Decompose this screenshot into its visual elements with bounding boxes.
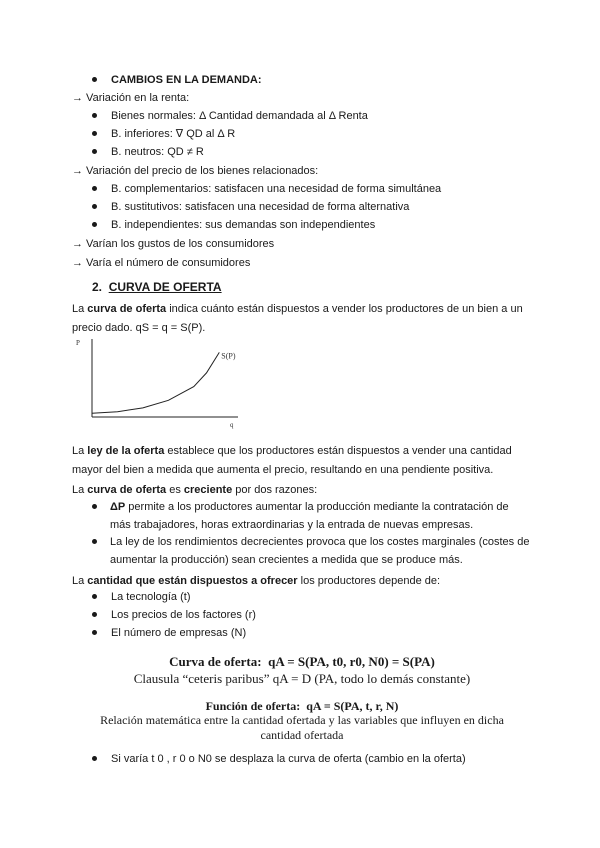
bullet-dot [92, 77, 97, 82]
cantidad-paragraph: La cantidad que están dispuestos a ofrecer los productores depende de: [72, 575, 441, 587]
numero-line: → Varía el número de consumidores [72, 257, 251, 269]
ley-oferta-paragraph: La ley de la oferta establece que los productores están dispuestos a vender una cantidad mayor del bien a medida que aumenta el precio, resultando en una pendiente positiva. [72, 445, 512, 476]
formula-curva-oferta: Curva de oferta: qA = S(PA, t0, r0, N0) = S(PA) [169, 654, 435, 669]
x-axis-label: q [230, 421, 234, 429]
precio-label: → Variación del precio de los bienes relacionados: [72, 165, 319, 177]
formula-equation: qA = S(PA, t0, r0, N0) = S(PA) [268, 654, 435, 669]
y-axis-label: P [76, 339, 80, 347]
supply-curve [92, 352, 219, 413]
intro-paragraph: La curva de oferta indica cuánto están dispuestos a vender los productores de un bien a un precio dado. qS = q = S(P). [72, 303, 523, 334]
renta-item: B. neutros: QD ≠ R [92, 145, 204, 159]
renta-label: → Variación en la renta: [72, 92, 190, 104]
relacion-matematica: Relación matemática entre la cantidad ofertada y las variables que influyen en dicha cantidad ofertada [100, 713, 504, 742]
creciente-paragraph: La curva de oferta es creciente por dos razones: [72, 484, 318, 496]
renta-item: Bienes normales: Δ Cantidad demandada al Δ Renta [92, 109, 368, 123]
razon-item: ΔP permite a los productores aumentar la producción mediante la contratación de más trabajadores, horas extraordinarias y la entrada de nuevas empresas. [92, 498, 532, 534]
section-heading: 2. CURVA DE OFERTA [92, 280, 222, 294]
gustos-line: → Varían los gustos de los consumidores [72, 238, 275, 250]
precio-item: B. independientes: sus demandas son independientes [92, 218, 375, 232]
precio-item: B. complementarios: satisfacen una necesidad de forma simultánea [92, 182, 441, 196]
renta-item: B. inferiores: ∇ QD al Δ R [92, 127, 235, 141]
factor-item: La tecnología (t) [92, 590, 191, 604]
clausula-ceteris-paribus: Clausula “ceteris paribus” qA = D (PA, todo lo demás constante) [133, 671, 471, 686]
razon-item: La ley de los rendimientos decrecientes provoca que los costes marginales (costes de aumentar la producción) sean crecientes a medida que se produce más. [92, 533, 532, 569]
heading-cambios-demanda: CAMBIOS EN LA DEMANDA: [92, 73, 262, 87]
funcion-oferta: Función de oferta: qA = S(PA, t, r, N) [205, 699, 399, 713]
factor-item: El número de empresas (N) [92, 626, 246, 640]
desplaza-item: Si varía t 0 , r 0 o N0 se desplaza la curva de oferta (cambio en la oferta) [92, 752, 466, 766]
precio-item: B. sustitutivos: satisfacen una necesidad de forma alternativa [92, 200, 409, 214]
factor-item: Los precios de los factores (r) [92, 608, 256, 622]
supply-curve-chart [72, 337, 242, 429]
curve-label: S(P) [221, 351, 236, 361]
